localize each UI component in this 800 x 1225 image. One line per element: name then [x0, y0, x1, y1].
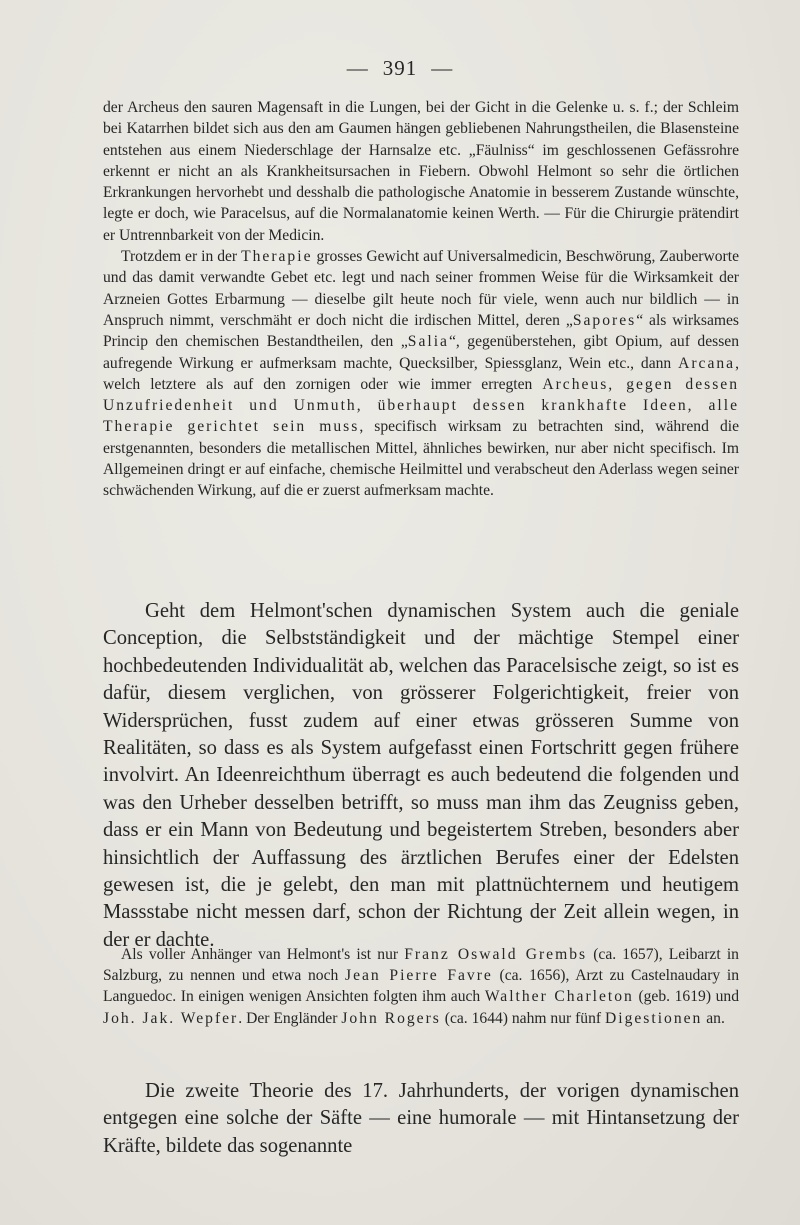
spaced-name-wepfer: Joh. Jak. Wepfer — [103, 1009, 239, 1027]
header-dash-right: — — [431, 56, 454, 80]
text-run: (ca. 1656), Arzt zu Castelnaudary in Languedoc. In einigen wenigen Ansichten folgten ihm auch — [103, 967, 740, 1006]
text-run: (ca. 1644) nahm nur fünf — [440, 1009, 605, 1027]
text-run: “, gegenüberstehen, gibt Opium, auf dessen aufregende Wirkung er aufmerksam machte, Quecksilber, Spiessglanz, Wein etc., dann — [103, 333, 739, 372]
text-run: Als voller Anhänger van Helmont's ist nur — [121, 946, 405, 963]
page-header — [0, 56, 800, 81]
text-run: Trotzdem er in der — [121, 248, 242, 266]
text-run: “ als wirksames Princip den chemischen Bestandtheilen, den „ — [103, 311, 740, 351]
spaced-term-therapie: Therapie — [241, 248, 313, 266]
paragraph-archeus: der Archeus den sauren Magensaft in die Lungen, bei der Gicht in die Gelenke u. s. f.; der Schleim bei Katarrhen bildet sich aus den am Gaumen hängen gebliebenen Nahrungstheilen, die Blasensteine entstehen aus einem Niederschlage der Harnsalze etc. „Fäulniss“ im geschlossenen Gefässrohre erkennt er nicht an als Krankheitsursachen in Fiebern. Obwohl Helmont so sehr die örtlichen Erkrankungen hervorhebt und desshalb die pathologische Anatomie in besserem Zustande wünschte, legte er doch, wie Paracelsus, auf die Normalanatomie keinen Werth. — Für die Chirurgie prätendirt er Untrennbarkeit von der Medicin. — [103, 99, 739, 244]
spaced-name-charleton: Walther Charleton — [484, 988, 634, 1006]
spaced-name-grembs: Franz Oswald Grembs — [404, 946, 588, 963]
paragraph-therapie — [103, 246, 739, 502]
spaced-term-arcana: Arcana — [678, 354, 736, 372]
small-text-block — [103, 97, 739, 502]
text-run: , welch letztere als auf den zornigen oder wie immer erregten — [103, 354, 739, 393]
header-dash-left: — — [346, 56, 369, 80]
small-text-block-followers — [103, 944, 739, 1029]
paragraph-second-theory: Die zweite Theorie des 17. Jahrhunderts, der vorigen dynamischen entgegen eine solche der Säfte — eine humorale — mit Hintansetzung der Kräfte, bildete das sogenannte — [103, 1080, 739, 1157]
spaced-term-salia: Salia — [407, 333, 449, 351]
large-text-block — [103, 598, 739, 954]
paragraph-helmont-system: Geht dem Helmont'schen dynamischen System auch die geniale Conception, die Selbstständigkeit und der mächtige Stempel einer hochbedeutenden Individualität ab, welchen das Paracelsische zeigt, so ist es dafür, diesem verglichen, von grösserer Folgerichtigkeit, freier von Widersprüchen, fusst zudem auf einer etwas grösseren Summe von Realitäten, so dass es als System aufgefasst einen Fortschritt gegen frühere involvirt. An Ideenreichthum überragt es auch bedeutend die folgenden und was den Urheber desselben betrifft, so muss man ihm das Zeugniss geben, dass er ein Mann von Bedeutung und begeistertem Streben, besonders aber hinsichtlich der Auffassung des ärztlichen Berufes einer der Edelsten gewesen ist, die je gelebt, den man mit plattnüchternem und heutigem Massstabe nicht messen darf, schon der Richtung der Zeit allein wegen, in der er dachte. — [103, 600, 739, 951]
paragraph-followers — [103, 944, 739, 1029]
text-run: grosses Gewicht auf Universalmedicin, Beschwörung, Zauberworte und das damit verwandte Gebet etc. legt und nach seiner frommen Weise für die Wirksamkeit der Arzneien Gottes Erbarmung — dieselbe gilt heute noch für viele, wenn auch nur bildlich — in Anspruch nimmt, verschmäht er doch nicht die irdischen Mittel, deren „ — [103, 248, 739, 329]
large-text-block-second-theory — [103, 1078, 739, 1160]
spaced-name-favre: Jean Pierre Favre — [345, 967, 493, 985]
text-run: (geb. 1619) und — [633, 988, 739, 1006]
spaced-name-rogers: John Rogers — [341, 1009, 441, 1027]
spaced-term-digestionen: Digestionen — [605, 1009, 703, 1027]
text-run: , specifisch wirksam zu betrachten sind, während die erstgenannten, besonders die metallischen Mittel, ähnliches bewirken, nur aber nicht specifisch. Im Allgemeinen dringt er auf einfache, chemische Heilmittel und verabscheut den Aderlass wegen seiner schwächenden Wirkung, auf die er zuerst aufmerksam machte. — [103, 418, 739, 500]
text-run: (ca. 1657), Leibarzt in Salzburg, zu nennen und etwa noch — [103, 946, 739, 985]
text-run: . Der Engländer — [238, 1009, 342, 1027]
page-number: 391 — [382, 56, 418, 80]
spaced-term-sapores: Sapores — [572, 311, 637, 329]
text-run: an. — [702, 1009, 725, 1027]
spaced-phrase-archeus: Archeus, gegen dessen Unzufriedenheit und Unmuth, überhaupt dessen krankhafte Ideen, alle Therapie gerichtet sein muss — [103, 375, 739, 436]
